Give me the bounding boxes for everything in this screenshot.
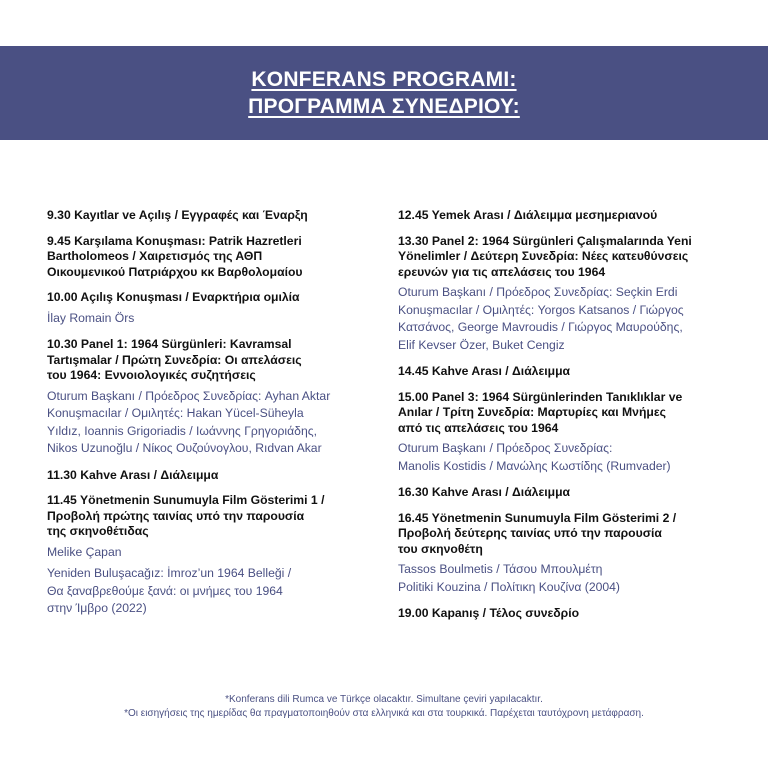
title-turkish: KONFERANS PROGRAMI: <box>251 68 517 91</box>
schedule-item-detail: Κατσάνος, George Mavroudis / Γιώργος Μαυρούδης, <box>398 320 683 334</box>
schedule-item-title: της σκηνοθέτιδας <box>47 524 149 538</box>
schedule-item-detail: Yıldız, Ioannis Grigoriadis / Ιωάννης Γρηγοριάδης, <box>47 423 317 438</box>
schedule-item-detail: Oturum Başkanı / Πρόεδρος Συνεδρίας: <box>398 441 613 455</box>
schedule-item-detail: Manolis Kostidis / Μανώλης Κωστίδης (Rumvader) <box>398 458 671 473</box>
schedule-item-title: 16.30 Kahve Arası / Διάλειμμα <box>398 485 571 499</box>
schedule-item-detail: Melike Çapan <box>47 544 122 559</box>
schedule-item-title: ερευνών για τις απελάσεις του 1964 <box>398 264 606 279</box>
schedule-item-title: 10.30 Panel 1: 1964 Sürgünleri: Kavramsal <box>47 337 292 351</box>
schedule-item <box>398 511 728 597</box>
schedule-item-title: Προβολή δεύτερης ταινίας υπό την παρουσία <box>398 526 662 540</box>
schedule-item-detail: Oturum Başkanı / Πρόεδρος Συνεδρίας: Seçkin Erdi <box>398 285 678 299</box>
schedule-item-title: Anılar / Τρίτη Συνεδρία: Μαρτυρίες και Μνήμες <box>398 405 666 419</box>
schedule-item-title: Yönelimler / Δεύτερη Συνεδρία: Νέες κατευθύνσεις <box>398 249 689 263</box>
schedule-item-title: 13.30 Panel 2: 1964 Sürgünleri Çalışmalarında Yeni <box>398 233 692 248</box>
schedule-item <box>398 390 728 476</box>
schedule-item-title: Προβολή πρώτης ταινίας υπό την παρουσία <box>47 508 305 523</box>
schedule-left-column <box>47 208 372 628</box>
schedule-item-detail: Tassos Boulmetis / Τάσου Μπουλμέτη <box>398 562 603 576</box>
schedule-item-title: 9.45 Karşılama Konuşması: Patrik Hazretleri <box>47 233 302 248</box>
schedule-item <box>47 208 372 224</box>
title-greek: ΠΡΟΓΡΑΜΜΑ ΣΥΝΕΔΡΙΟΥ: <box>248 95 520 118</box>
schedule-item-title: 12.45 Yemek Arası / Διάλειμμα μεσημεριανού <box>398 208 658 222</box>
schedule-item <box>398 208 728 224</box>
footnote-greek: *Οι εισηγήσεις της ημερίδας θα πραγματοποιηθούν στα ελληνικά και στα τουρκικά. Παρέχεται ταυτόχρονη μετάφραση. <box>124 708 644 719</box>
schedule-item-title: 19.00 Kapanış / Τέλος συνεδρίο <box>398 606 580 620</box>
footnotes <box>0 693 768 721</box>
schedule-item-film-title: Θα ξαναβρεθούμε ξανά: οι μνήμες του 1964 <box>47 583 283 598</box>
schedule-item-detail: Konuşmacılar / Ομιλητές: Hakan Yücel-Süheyla <box>47 406 304 420</box>
schedule-item <box>398 364 728 380</box>
schedule-item-title: Bartholomeos / Χαιρετισμός της ΑΘΠ <box>47 249 263 263</box>
schedule-item-title: 15.00 Panel 3: 1964 Sürgünlerinden Tanıklıklar ve <box>398 389 683 404</box>
schedule-item-detail: Elif Kevser Özer, Buket Cengiz <box>398 337 565 352</box>
schedule-item-title: από τις απελάσεις του 1964 <box>398 420 559 435</box>
schedule-item-detail: Konuşmacılar / Ομιλητές: Yorgos Katsanos / Γιώργος <box>398 302 684 317</box>
schedule-item-title: Οικουμενικού Πατριάρχου κκ Βαρθολομαίου <box>47 264 303 279</box>
schedule-item-title: 11.30 Kahve Arası / Διάλειμμα <box>47 467 219 482</box>
schedule-item-detail: Politiki Kouzina / Πολίτικη Κουζίνα (2004) <box>398 579 620 594</box>
schedule-item <box>398 234 728 355</box>
schedule-item-title: 10.00 Açılış Konuşması / Εναρκτήρια ομιλία <box>47 290 300 304</box>
schedule-item-film-title: Yeniden Buluşacağız: İmroz’un 1964 Belleği / <box>47 566 292 580</box>
schedule-right-column <box>398 208 728 632</box>
schedule-item <box>398 606 728 622</box>
schedule-item <box>47 468 372 484</box>
schedule-item-detail: İlay Romain Örs <box>47 310 135 325</box>
footnote-turkish: *Konferans dili Rumca ve Türkçe olacaktır. Simultane çeviri yapılacaktır. <box>225 694 543 705</box>
schedule-item-title: 9.30 Kayıtlar ve Açılış / Εγγραφές και Έναρξη <box>47 208 308 222</box>
schedule-item <box>47 234 372 281</box>
schedule-item-title: του σκηνοθέτη <box>398 541 483 556</box>
schedule-item-detail: Oturum Başkanı / Πρόεδρος Συνεδρίας: Ayhan Aktar <box>47 388 331 403</box>
schedule-item-title: 14.45 Kahve Arası / Διάλειμμα <box>398 364 571 378</box>
schedule-item-film-title: στην Ίμβρο (2022) <box>47 601 147 615</box>
schedule-item-detail: Nikos Uzunoğlu / Νίκος Ουζούνογλου, Rıdvan Akar <box>47 441 322 455</box>
schedule-item-title: του 1964: Εννοιολογικές συζητήσεις <box>47 368 256 382</box>
schedule-item <box>47 290 372 327</box>
header-banner <box>0 46 768 140</box>
schedule-item <box>47 493 372 618</box>
schedule-item <box>398 485 728 501</box>
schedule-item-title: 11.45 Yönetmenin Sunumuyla Film Gösterimi 1 / <box>47 493 325 507</box>
schedule-item <box>47 337 372 458</box>
schedule-item-title: 16.45 Yönetmenin Sunumuyla Film Gösterimi 2 / <box>398 510 677 525</box>
schedule-item-title: Tartışmalar / Πρώτη Συνεδρία: Οι απελάσεις <box>47 352 302 367</box>
